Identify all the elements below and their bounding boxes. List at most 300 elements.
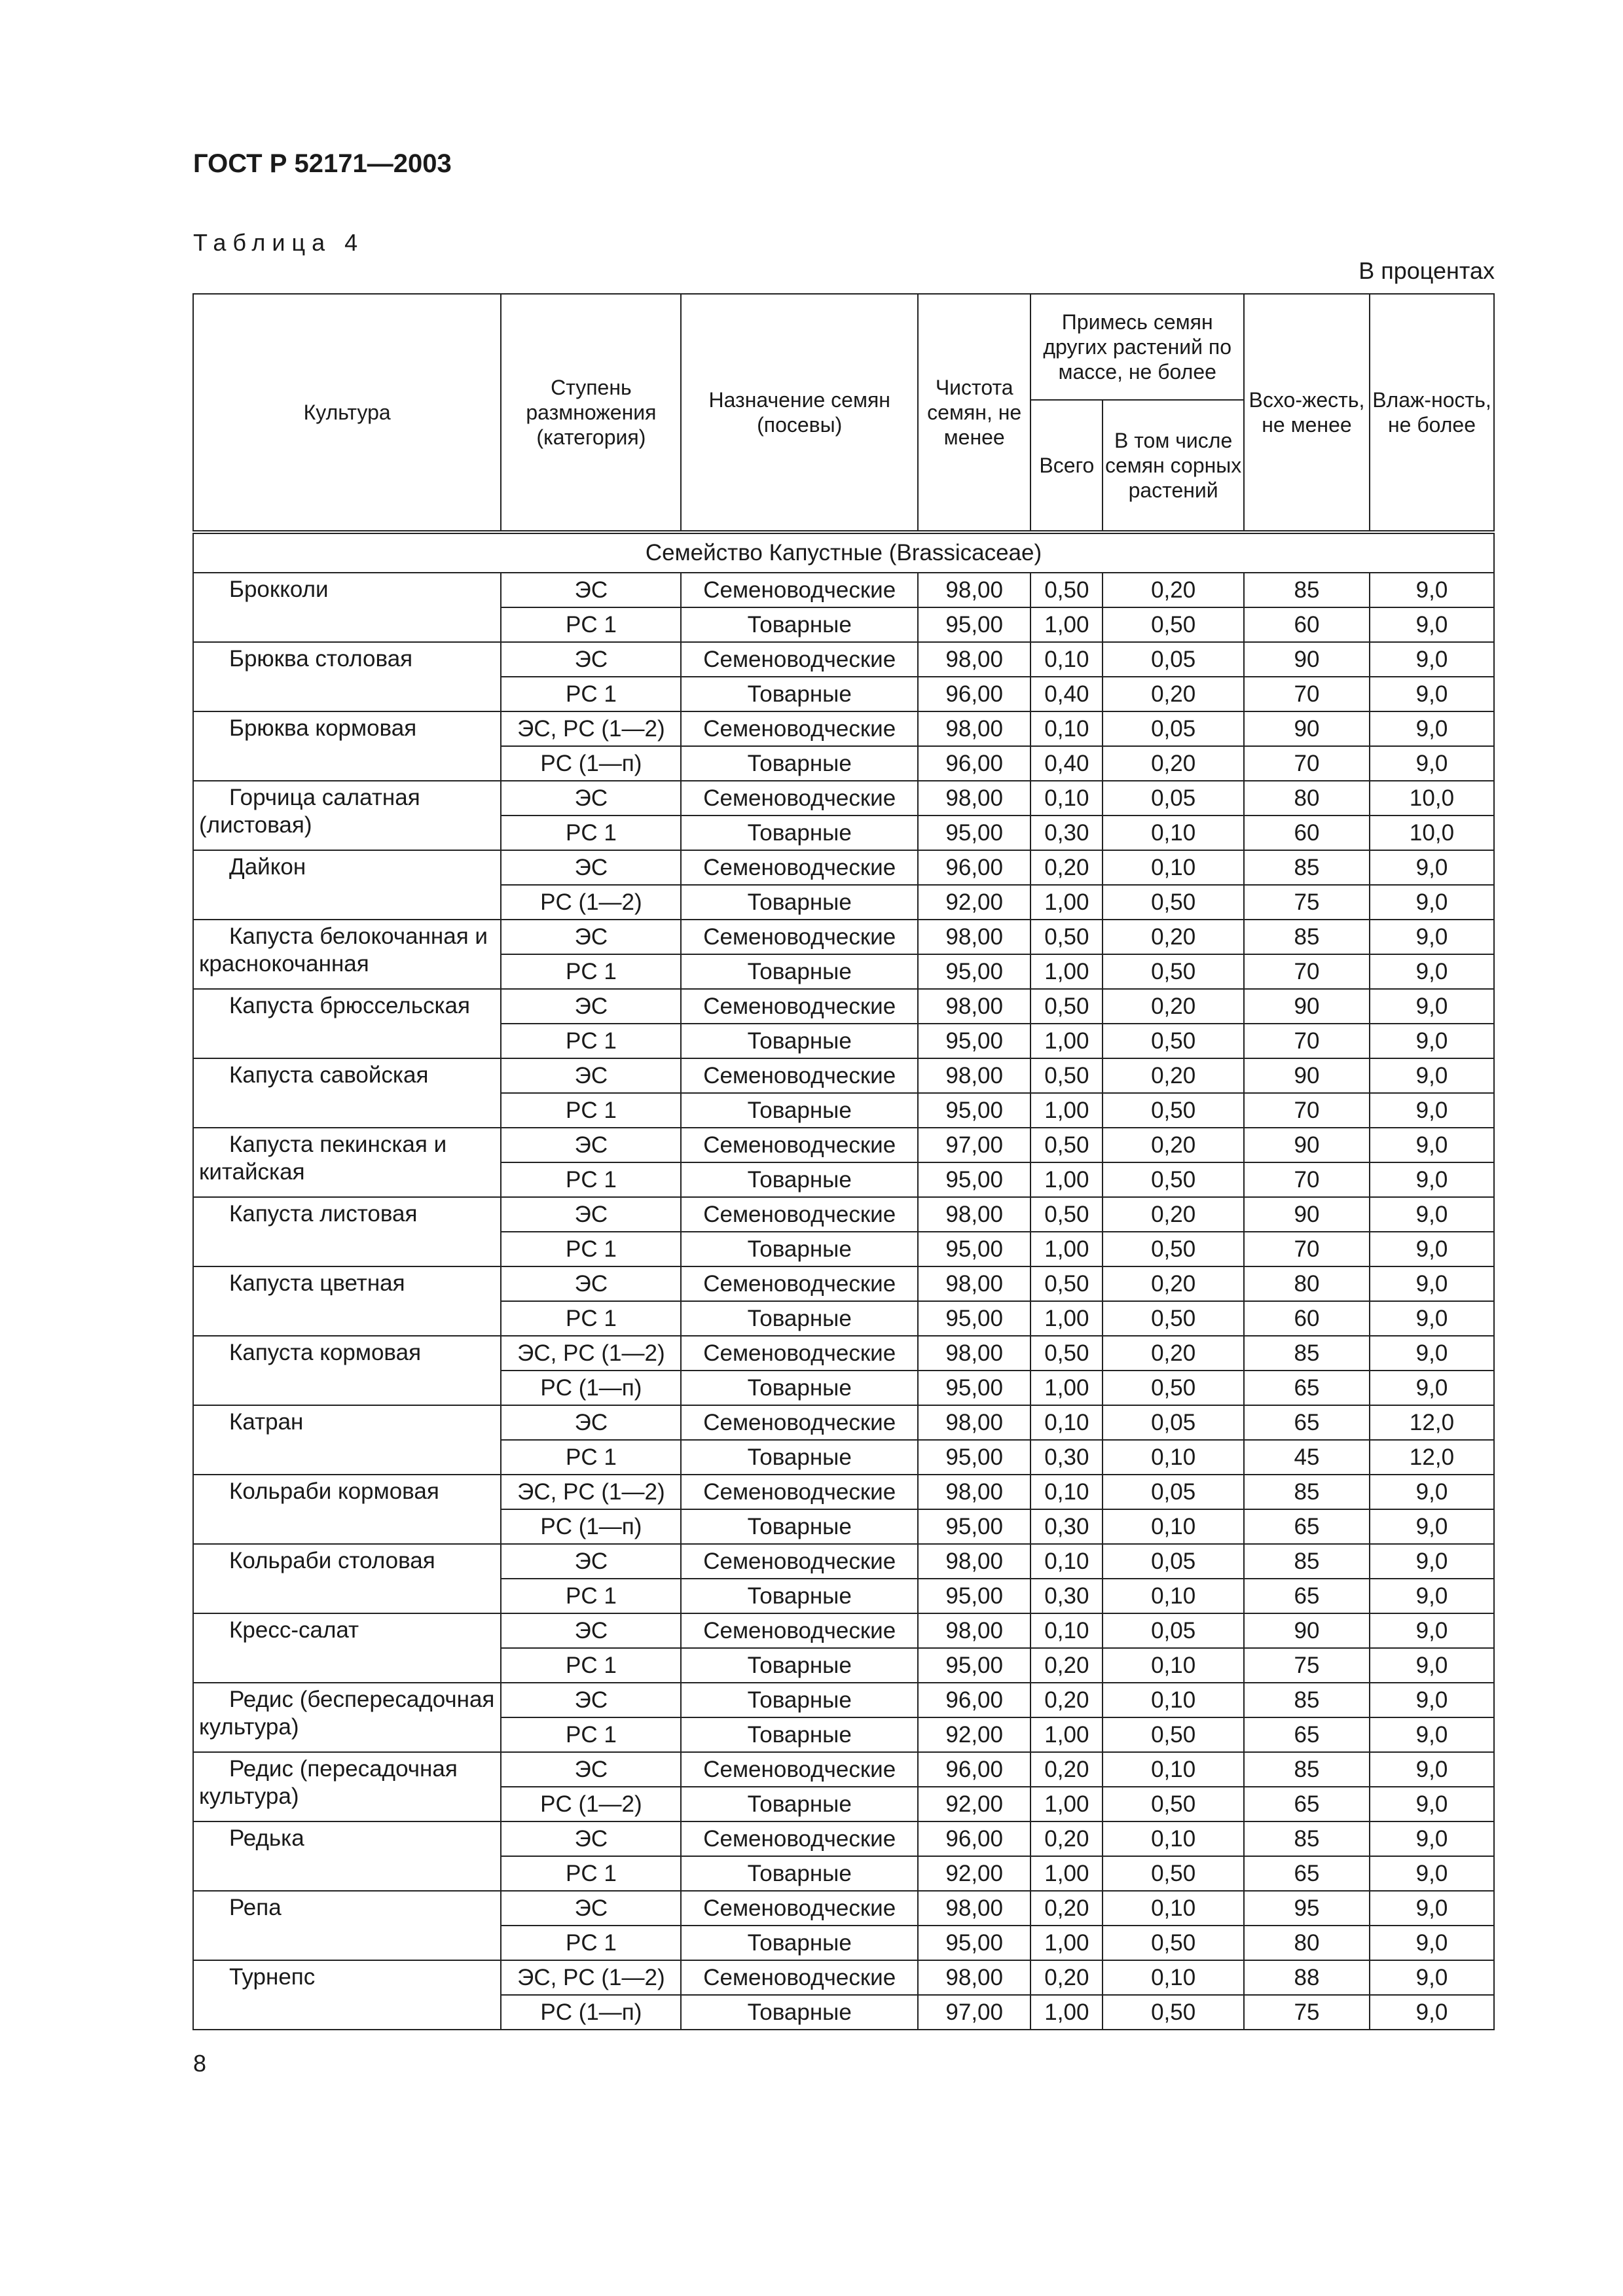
- cell-admixture-total: 0,30: [1030, 1579, 1103, 1613]
- cell-crop: [193, 642, 501, 711]
- table-row: [193, 642, 1494, 677]
- cell-purpose: Семеноводческие: [681, 711, 917, 746]
- cell-crop: [193, 989, 501, 1058]
- cell-crop: [193, 920, 501, 989]
- cell-purpose: Товарные: [681, 746, 917, 781]
- table-row: [193, 781, 1494, 816]
- cell-purpose: Товарные: [681, 1579, 917, 1613]
- cell-stage: ЭС: [501, 1752, 681, 1787]
- cell-crop: [193, 781, 501, 850]
- cell-moisture: 9,0: [1370, 1787, 1494, 1821]
- cell-stage: PC 1: [501, 954, 681, 989]
- cell-purity: 98,00: [918, 1960, 1031, 1995]
- cell-admixture-total: 0,50: [1030, 1336, 1103, 1371]
- cell-stage: PC 1: [501, 1024, 681, 1058]
- cell-admixture-weeds: 0,20: [1103, 1197, 1244, 1232]
- cell-admixture-total: 0,10: [1030, 1544, 1103, 1579]
- cell-purity: 95,00: [918, 1926, 1031, 1960]
- cell-admixture-total: 0,10: [1030, 1475, 1103, 1509]
- cell-purpose: Товарные: [681, 607, 917, 642]
- cell-purity: 95,00: [918, 1232, 1031, 1266]
- cell-admixture-weeds: 0,50: [1103, 1995, 1244, 2030]
- cell-purity: 96,00: [918, 746, 1031, 781]
- cell-admixture-total: 0,10: [1030, 781, 1103, 816]
- cell-admixture-total: 0,50: [1030, 1058, 1103, 1093]
- cell-purity: 95,00: [918, 1579, 1031, 1613]
- cell-purity: 97,00: [918, 1128, 1031, 1162]
- cell-moisture: 9,0: [1370, 850, 1494, 885]
- cell-purpose: Товарные: [681, 1024, 917, 1058]
- cell-purity: 98,00: [918, 989, 1031, 1024]
- crop-name: Горчица салатная (листовая): [199, 785, 420, 838]
- cell-moisture: 9,0: [1370, 989, 1494, 1024]
- cell-moisture: 9,0: [1370, 573, 1494, 607]
- cell-purpose: Семеноводческие: [681, 1960, 917, 1995]
- cell-purity: 98,00: [918, 1891, 1031, 1926]
- cell-germination: 85: [1244, 850, 1370, 885]
- cell-admixture-total: 0,50: [1030, 920, 1103, 954]
- cell-moisture: 12,0: [1370, 1405, 1494, 1440]
- cell-moisture: 9,0: [1370, 1058, 1494, 1093]
- cell-admixture-total: 0,10: [1030, 1613, 1103, 1648]
- cell-admixture-weeds: 0,50: [1103, 1093, 1244, 1128]
- cell-admixture-weeds: 0,50: [1103, 1371, 1244, 1405]
- cell-admixture-total: 1,00: [1030, 1717, 1103, 1752]
- cell-germination: 45: [1244, 1440, 1370, 1475]
- cell-purity: 98,00: [918, 1544, 1031, 1579]
- cell-admixture-total: 1,00: [1030, 1301, 1103, 1336]
- cell-stage: ЭС: [501, 1821, 681, 1856]
- crop-name: Капуста брюссельская: [229, 993, 470, 1018]
- cell-germination: 70: [1244, 1162, 1370, 1197]
- cell-stage: ЭС: [501, 1266, 681, 1301]
- cell-stage: ЭС: [501, 920, 681, 954]
- table-row: [193, 1960, 1494, 1995]
- cell-admixture-weeds: 0,50: [1103, 885, 1244, 920]
- cell-admixture-weeds: 0,20: [1103, 1128, 1244, 1162]
- cell-purity: 96,00: [918, 1752, 1031, 1787]
- crop-name: Капуста пекинская и китайская: [199, 1132, 447, 1185]
- cell-admixture-weeds: 0,10: [1103, 1683, 1244, 1717]
- cell-germination: 70: [1244, 1232, 1370, 1266]
- cell-purpose: Семеноводческие: [681, 920, 917, 954]
- cell-admixture-weeds: 0,50: [1103, 1301, 1244, 1336]
- cell-admixture-weeds: 0,20: [1103, 989, 1244, 1024]
- cell-admixture-weeds: 0,05: [1103, 1405, 1244, 1440]
- cell-purity: 95,00: [918, 1162, 1031, 1197]
- cell-admixture-total: 0,10: [1030, 642, 1103, 677]
- cell-admixture-total: 1,00: [1030, 1162, 1103, 1197]
- cell-admixture-total: 0,10: [1030, 711, 1103, 746]
- cell-stage: PC 1: [501, 1717, 681, 1752]
- cell-moisture: 9,0: [1370, 920, 1494, 954]
- cell-stage: PC 1: [501, 1232, 681, 1266]
- cell-crop: [193, 1821, 501, 1891]
- cell-purity: 92,00: [918, 1787, 1031, 1821]
- cell-moisture: 9,0: [1370, 1128, 1494, 1162]
- crop-name: Кресс-салат: [229, 1617, 359, 1643]
- cell-moisture: 9,0: [1370, 1197, 1494, 1232]
- cell-purpose: Товарные: [681, 1717, 917, 1752]
- cell-stage: ЭС: [501, 850, 681, 885]
- crop-name: Брокколи: [229, 577, 329, 602]
- table-row: [193, 1336, 1494, 1371]
- cell-purpose: Семеноводческие: [681, 1266, 917, 1301]
- cell-admixture-weeds: 0,50: [1103, 954, 1244, 989]
- cell-admixture-weeds: 0,10: [1103, 1960, 1244, 1995]
- cell-purity: 95,00: [918, 1509, 1031, 1544]
- cell-stage: PC (1—п): [501, 1509, 681, 1544]
- cell-moisture: 9,0: [1370, 1648, 1494, 1683]
- cell-germination: 90: [1244, 1613, 1370, 1648]
- cell-purity: 98,00: [918, 1475, 1031, 1509]
- crop-name: Дайкон: [229, 854, 306, 880]
- cell-purpose: Товарные: [681, 885, 917, 920]
- cell-admixture-weeds: 0,10: [1103, 850, 1244, 885]
- cell-purity: 98,00: [918, 1613, 1031, 1648]
- cell-moisture: 10,0: [1370, 781, 1494, 816]
- cell-germination: 85: [1244, 1336, 1370, 1371]
- cell-purity: 96,00: [918, 1821, 1031, 1856]
- cell-crop: [193, 1752, 501, 1821]
- header-germination: Всхо-жесть, не менее: [1244, 294, 1370, 532]
- cell-moisture: 9,0: [1370, 1509, 1494, 1544]
- header-purpose: Назначение семян (посевы): [681, 294, 917, 532]
- cell-germination: 65: [1244, 1717, 1370, 1752]
- cell-admixture-weeds: 0,05: [1103, 711, 1244, 746]
- cell-purpose: Семеноводческие: [681, 850, 917, 885]
- cell-stage: PC 1: [501, 1440, 681, 1475]
- cell-stage: ЭС: [501, 989, 681, 1024]
- cell-germination: 65: [1244, 1405, 1370, 1440]
- cell-moisture: 9,0: [1370, 1926, 1494, 1960]
- cell-admixture-total: 1,00: [1030, 1995, 1103, 2030]
- cell-germination: 85: [1244, 1683, 1370, 1717]
- table-row: [193, 1475, 1494, 1509]
- cell-germination: 80: [1244, 1266, 1370, 1301]
- cell-purpose: Товарные: [681, 1995, 917, 2030]
- cell-germination: 85: [1244, 1544, 1370, 1579]
- cell-admixture-total: 1,00: [1030, 1093, 1103, 1128]
- cell-moisture: 9,0: [1370, 1301, 1494, 1336]
- cell-moisture: 9,0: [1370, 1336, 1494, 1371]
- seed-quality-table: [192, 293, 1495, 2030]
- crop-name: Капуста белокочанная и краснокочанная: [199, 924, 488, 977]
- cell-purity: 98,00: [918, 642, 1031, 677]
- table-row: [193, 850, 1494, 885]
- cell-moisture: 9,0: [1370, 1891, 1494, 1926]
- cell-admixture-total: 0,50: [1030, 1128, 1103, 1162]
- cell-admixture-total: 1,00: [1030, 1787, 1103, 1821]
- crop-name: Турнепс: [229, 1964, 316, 1990]
- cell-purpose: Товарные: [681, 816, 917, 850]
- cell-admixture-weeds: 0,20: [1103, 920, 1244, 954]
- cell-purpose: Товарные: [681, 1232, 917, 1266]
- cell-moisture: 9,0: [1370, 1544, 1494, 1579]
- cell-crop: [193, 1336, 501, 1405]
- table-row: [193, 1266, 1494, 1301]
- cell-stage: ЭС, PC (1—2): [501, 711, 681, 746]
- table-row: [193, 989, 1494, 1024]
- cell-admixture-total: 0,30: [1030, 1509, 1103, 1544]
- cell-moisture: 9,0: [1370, 1717, 1494, 1752]
- cell-purity: 97,00: [918, 1995, 1031, 2030]
- cell-purity: 95,00: [918, 1093, 1031, 1128]
- cell-purpose: Семеноводческие: [681, 781, 917, 816]
- cell-moisture: 9,0: [1370, 1232, 1494, 1266]
- cell-stage: PC 1: [501, 677, 681, 711]
- table-units: В процентах: [1359, 257, 1495, 284]
- cell-stage: PC (1—п): [501, 1371, 681, 1405]
- cell-germination: 88: [1244, 1960, 1370, 1995]
- cell-admixture-total: 0,20: [1030, 1683, 1103, 1717]
- cell-germination: 90: [1244, 1197, 1370, 1232]
- cell-crop: [193, 1128, 501, 1197]
- cell-moisture: 12,0: [1370, 1440, 1494, 1475]
- cell-moisture: 9,0: [1370, 1024, 1494, 1058]
- cell-purity: 96,00: [918, 1683, 1031, 1717]
- cell-germination: 90: [1244, 642, 1370, 677]
- cell-stage: PC (1—п): [501, 746, 681, 781]
- cell-purpose: Семеноводческие: [681, 1475, 917, 1509]
- cell-germination: 65: [1244, 1579, 1370, 1613]
- cell-moisture: 9,0: [1370, 1683, 1494, 1717]
- cell-admixture-weeds: 0,50: [1103, 607, 1244, 642]
- table-row: [193, 1405, 1494, 1440]
- cell-admixture-total: 1,00: [1030, 954, 1103, 989]
- cell-moisture: 9,0: [1370, 1856, 1494, 1891]
- cell-moisture: 9,0: [1370, 677, 1494, 711]
- cell-moisture: 9,0: [1370, 885, 1494, 920]
- cell-germination: 70: [1244, 1024, 1370, 1058]
- cell-purity: 96,00: [918, 850, 1031, 885]
- cell-germination: 75: [1244, 1995, 1370, 2030]
- cell-stage: PC 1: [501, 1162, 681, 1197]
- cell-stage: PC 1: [501, 1093, 681, 1128]
- cell-purpose: Товарные: [681, 1371, 917, 1405]
- cell-admixture-total: 1,00: [1030, 1926, 1103, 1960]
- cell-purpose: Семеноводческие: [681, 1128, 917, 1162]
- cell-stage: PC 1: [501, 607, 681, 642]
- cell-admixture-weeds: 0,10: [1103, 1891, 1244, 1926]
- cell-moisture: 10,0: [1370, 816, 1494, 850]
- cell-admixture-weeds: 0,10: [1103, 1821, 1244, 1856]
- cell-germination: 80: [1244, 1926, 1370, 1960]
- cell-stage: PC (1—2): [501, 1787, 681, 1821]
- cell-admixture-total: 0,50: [1030, 1197, 1103, 1232]
- cell-purpose: Товарные: [681, 1301, 917, 1336]
- cell-purity: 95,00: [918, 1301, 1031, 1336]
- crop-name: Репа: [229, 1895, 282, 1920]
- crop-name: Капуста цветная: [229, 1270, 405, 1296]
- cell-crop: [193, 711, 501, 781]
- cell-purpose: Товарные: [681, 1440, 917, 1475]
- cell-admixture-weeds: 0,20: [1103, 1058, 1244, 1093]
- cell-purity: 98,00: [918, 781, 1031, 816]
- cell-admixture-total: 0,40: [1030, 746, 1103, 781]
- crop-name: Брюква кормовая: [229, 715, 417, 741]
- cell-stage: ЭС: [501, 1891, 681, 1926]
- cell-admixture-total: 0,40: [1030, 677, 1103, 711]
- cell-germination: 90: [1244, 1128, 1370, 1162]
- cell-purity: 98,00: [918, 711, 1031, 746]
- cell-purpose: Семеноводческие: [681, 1058, 917, 1093]
- cell-germination: 65: [1244, 1509, 1370, 1544]
- cell-purity: 98,00: [918, 573, 1031, 607]
- cell-admixture-weeds: 0,50: [1103, 1024, 1244, 1058]
- cell-admixture-total: 0,30: [1030, 1440, 1103, 1475]
- cell-purity: 92,00: [918, 1717, 1031, 1752]
- cell-crop: [193, 1266, 501, 1336]
- table-row: [193, 920, 1494, 954]
- cell-admixture-total: 0,50: [1030, 573, 1103, 607]
- cell-admixture-total: 1,00: [1030, 607, 1103, 642]
- cell-stage: ЭС: [501, 1197, 681, 1232]
- cell-admixture-weeds: 0,50: [1103, 1717, 1244, 1752]
- cell-purpose: Семеноводческие: [681, 1197, 917, 1232]
- table-row: [193, 573, 1494, 607]
- cell-germination: 70: [1244, 746, 1370, 781]
- cell-purity: 95,00: [918, 954, 1031, 989]
- header-crop: Культура: [193, 294, 501, 532]
- crop-name: Кольраби столовая: [229, 1548, 435, 1573]
- crop-name: Кольраби кормовая: [229, 1479, 439, 1504]
- cell-stage: PC 1: [501, 1301, 681, 1336]
- cell-admixture-total: 1,00: [1030, 1232, 1103, 1266]
- cell-purity: 98,00: [918, 1336, 1031, 1371]
- cell-admixture-weeds: 0,20: [1103, 746, 1244, 781]
- cell-admixture-total: 1,00: [1030, 1856, 1103, 1891]
- cell-admixture-total: 1,00: [1030, 1371, 1103, 1405]
- cell-admixture-weeds: 0,50: [1103, 1926, 1244, 1960]
- cell-admixture-weeds: 0,10: [1103, 1648, 1244, 1683]
- cell-crop: [193, 1475, 501, 1544]
- cell-admixture-weeds: 0,50: [1103, 1787, 1244, 1821]
- header-admixture-weeds: В том числе семян сорных растений: [1103, 400, 1244, 532]
- cell-purpose: Семеноводческие: [681, 1821, 917, 1856]
- table-row: [193, 1683, 1494, 1717]
- header-purity: Чистота семян, не менее: [918, 294, 1031, 532]
- cell-purity: 98,00: [918, 1197, 1031, 1232]
- cell-admixture-weeds: 0,50: [1103, 1232, 1244, 1266]
- cell-germination: 60: [1244, 607, 1370, 642]
- cell-germination: 70: [1244, 677, 1370, 711]
- cell-purpose: Семеноводческие: [681, 642, 917, 677]
- header-moisture: Влаж-ность, не более: [1370, 294, 1494, 532]
- cell-admixture-total: 0,20: [1030, 1752, 1103, 1787]
- header-admixture-group: Примесь семян других растений по массе, не более: [1030, 294, 1244, 400]
- cell-purpose: Семеноводческие: [681, 989, 917, 1024]
- crop-name: Катран: [229, 1409, 304, 1435]
- cell-purity: 98,00: [918, 1266, 1031, 1301]
- cell-purpose: Товарные: [681, 1856, 917, 1891]
- cell-purity: 95,00: [918, 1024, 1031, 1058]
- cell-moisture: 9,0: [1370, 1093, 1494, 1128]
- section-title: Семейство Капустные (Brassicaceae): [193, 532, 1494, 573]
- cell-admixture-total: 0,30: [1030, 816, 1103, 850]
- crop-name: Капуста кормовая: [229, 1340, 422, 1365]
- cell-purity: 95,00: [918, 1648, 1031, 1683]
- cell-purity: 92,00: [918, 885, 1031, 920]
- cell-admixture-weeds: 0,05: [1103, 1544, 1244, 1579]
- crop-name: Редька: [229, 1825, 304, 1851]
- cell-stage: ЭС: [501, 1405, 681, 1440]
- cell-moisture: 9,0: [1370, 1960, 1494, 1995]
- cell-germination: 70: [1244, 1093, 1370, 1128]
- page-number: 8: [193, 2050, 207, 2077]
- cell-stage: PC 1: [501, 1856, 681, 1891]
- cell-stage: PC 1: [501, 816, 681, 850]
- table-row: [193, 1128, 1494, 1162]
- table-row: [193, 1891, 1494, 1926]
- cell-admixture-weeds: 0,50: [1103, 1162, 1244, 1197]
- cell-germination: 65: [1244, 1787, 1370, 1821]
- cell-stage: PC 1: [501, 1926, 681, 1960]
- cell-moisture: 9,0: [1370, 1995, 1494, 2030]
- table-row: [193, 1752, 1494, 1787]
- cell-crop: [193, 1613, 501, 1683]
- cell-purity: 95,00: [918, 1371, 1031, 1405]
- crop-name: Брюква столовая: [229, 646, 413, 672]
- cell-germination: 85: [1244, 1752, 1370, 1787]
- cell-purity: 95,00: [918, 1440, 1031, 1475]
- cell-moisture: 9,0: [1370, 1162, 1494, 1197]
- cell-purity: 92,00: [918, 1856, 1031, 1891]
- cell-stage: ЭС: [501, 1128, 681, 1162]
- cell-purpose: Семеноводческие: [681, 573, 917, 607]
- cell-germination: 65: [1244, 1856, 1370, 1891]
- cell-germination: 90: [1244, 989, 1370, 1024]
- cell-moisture: 9,0: [1370, 1266, 1494, 1301]
- cell-germination: 95: [1244, 1891, 1370, 1926]
- cell-admixture-weeds: 0,20: [1103, 573, 1244, 607]
- cell-germination: 60: [1244, 816, 1370, 850]
- cell-moisture: 9,0: [1370, 711, 1494, 746]
- cell-stage: ЭС: [501, 1683, 681, 1717]
- cell-purpose: Семеноводческие: [681, 1752, 917, 1787]
- cell-germination: 90: [1244, 711, 1370, 746]
- cell-germination: 85: [1244, 573, 1370, 607]
- cell-admixture-weeds: 0,20: [1103, 1266, 1244, 1301]
- cell-stage: ЭС: [501, 573, 681, 607]
- cell-crop: [193, 1058, 501, 1128]
- cell-germination: 75: [1244, 885, 1370, 920]
- cell-moisture: 9,0: [1370, 642, 1494, 677]
- cell-purity: 98,00: [918, 920, 1031, 954]
- cell-admixture-weeds: 0,20: [1103, 677, 1244, 711]
- cell-germination: 80: [1244, 781, 1370, 816]
- cell-admixture-weeds: 0,10: [1103, 816, 1244, 850]
- document-title: ГОСТ Р 52171—2003: [193, 149, 452, 178]
- cell-stage: ЭС, PC (1—2): [501, 1336, 681, 1371]
- cell-admixture-total: 0,20: [1030, 1960, 1103, 1995]
- cell-purpose: Товарные: [681, 1787, 917, 1821]
- cell-admixture-weeds: 0,05: [1103, 781, 1244, 816]
- table-row: [193, 711, 1494, 746]
- cell-admixture-total: 1,00: [1030, 1024, 1103, 1058]
- cell-admixture-total: 0,50: [1030, 1266, 1103, 1301]
- cell-crop: [193, 1891, 501, 1960]
- cell-admixture-total: 0,20: [1030, 1648, 1103, 1683]
- cell-moisture: 9,0: [1370, 1821, 1494, 1856]
- table-body: [193, 532, 1494, 2030]
- table-row: [193, 1613, 1494, 1648]
- cell-stage: ЭС: [501, 781, 681, 816]
- cell-moisture: 9,0: [1370, 1613, 1494, 1648]
- cell-purpose: Семеноводческие: [681, 1544, 917, 1579]
- cell-admixture-weeds: 0,10: [1103, 1752, 1244, 1787]
- cell-moisture: 9,0: [1370, 746, 1494, 781]
